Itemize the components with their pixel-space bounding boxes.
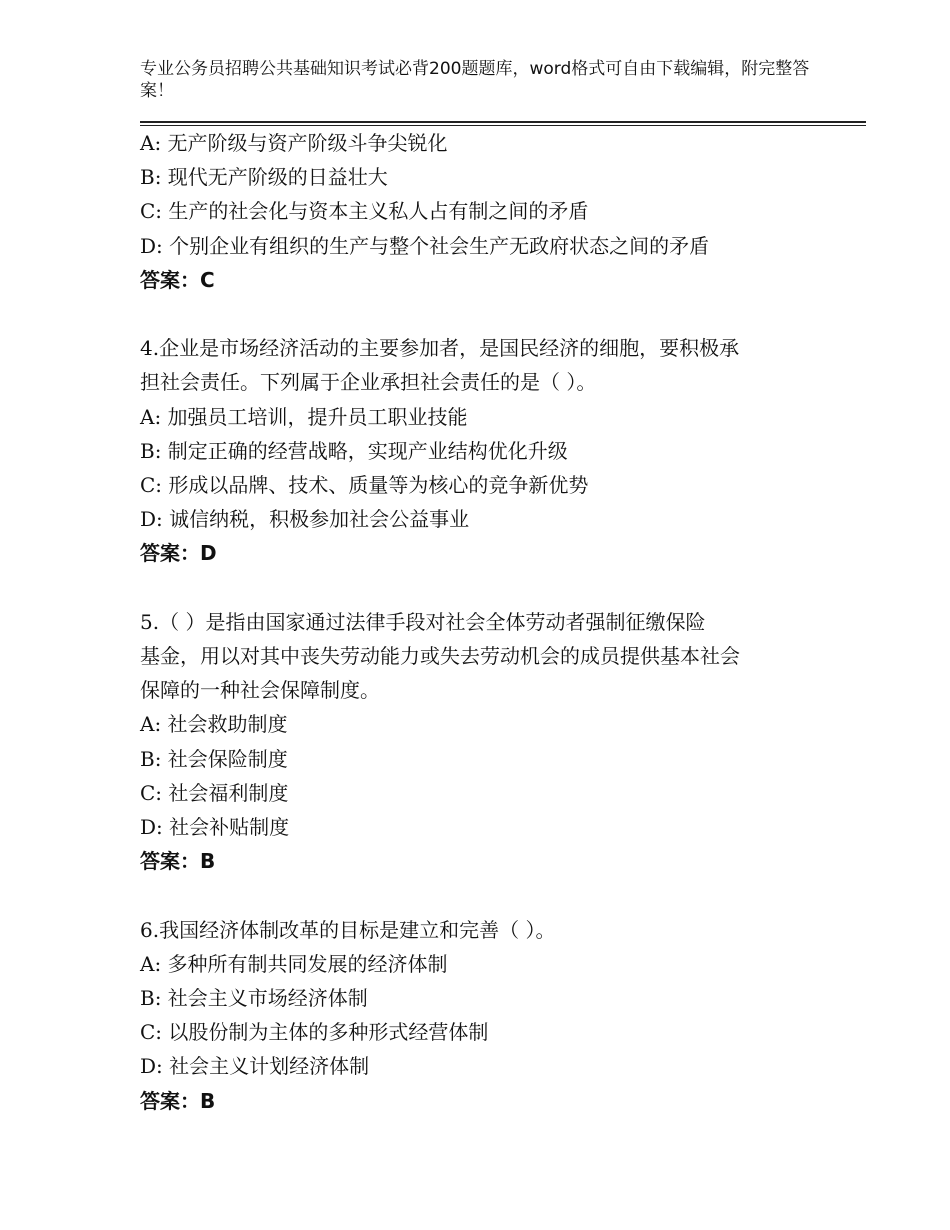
header-rule-thick <box>140 121 866 123</box>
option-b: B: 社会保险制度 <box>140 746 288 771</box>
option-d: D: 个别企业有组织的生产与整个社会生产无政府状态之间的矛盾 <box>140 233 710 258</box>
question-stem-line: 担社会责任。下列属于企业承担社会责任的是（ ）。 <box>140 370 597 395</box>
option-a: A: 加强员工培训，提升员工职业技能 <box>140 404 468 429</box>
spacer <box>140 571 810 605</box>
question-stem-line: 6.我国经济体制改革的目标是建立和完善（ ）。 <box>140 917 556 942</box>
option-d: D: 社会补贴制度 <box>140 815 290 840</box>
option-c: C: 社会福利制度 <box>140 780 289 805</box>
question-list <box>140 126 810 1118</box>
question-block-3 <box>140 126 810 297</box>
option-b: B: 社会主义市场经济体制 <box>140 986 368 1011</box>
answer-label: 答案：D <box>140 541 217 566</box>
answer-label: 答案：B <box>140 1088 216 1113</box>
question-stem-line: 保障的一种社会保障制度。 <box>140 678 380 703</box>
answer-label: 答案：B <box>140 849 216 874</box>
option-b: B: 现代无产阶级的日益壮大 <box>140 165 388 190</box>
question-stem-line: 4.企业是市场经济活动的主要参加者，是国民经济的细胞，要积极承 <box>140 336 740 361</box>
question-stem-line: 5.（ ）是指由国家通过法律手段对社会全体劳动者强制征缴保险 <box>140 609 706 634</box>
option-c: C: 生产的社会化与资本主义私人占有制之间的矛盾 <box>140 199 589 224</box>
option-b: B: 制定正确的经营战略，实现产业结构优化升级 <box>140 438 568 463</box>
spacer <box>140 297 810 331</box>
question-block-4 <box>140 331 810 570</box>
question-stem-line: 基金，用以对其中丧失劳动能力或失去劳动机会的成员提供基本社会 <box>140 644 740 669</box>
option-d: D: 诚信纳税，积极参加社会公益事业 <box>140 507 470 532</box>
option-d: D: 社会主义计划经济体制 <box>140 1054 370 1079</box>
option-c: C: 形成以品牌、技术、质量等为核心的竞争新优势 <box>140 473 589 498</box>
option-a: A: 无产阶级与资产阶级斗争尖锐化 <box>140 131 448 155</box>
header-title: 专业公务员招聘公共基础知识考试必背200题题库，word格式可自由下载编辑，附完整答案！ <box>140 59 810 101</box>
option-a: A: 社会救助制度 <box>140 712 288 737</box>
spacer <box>140 878 810 912</box>
answer-label: 答案：C <box>140 267 215 292</box>
question-block-5 <box>140 605 810 879</box>
option-a: A: 多种所有制共同发展的经济体制 <box>140 951 448 976</box>
question-block-6 <box>140 913 810 1118</box>
option-c: C: 以股份制为主体的多种形式经营体制 <box>140 1020 489 1045</box>
page-header <box>140 58 830 102</box>
